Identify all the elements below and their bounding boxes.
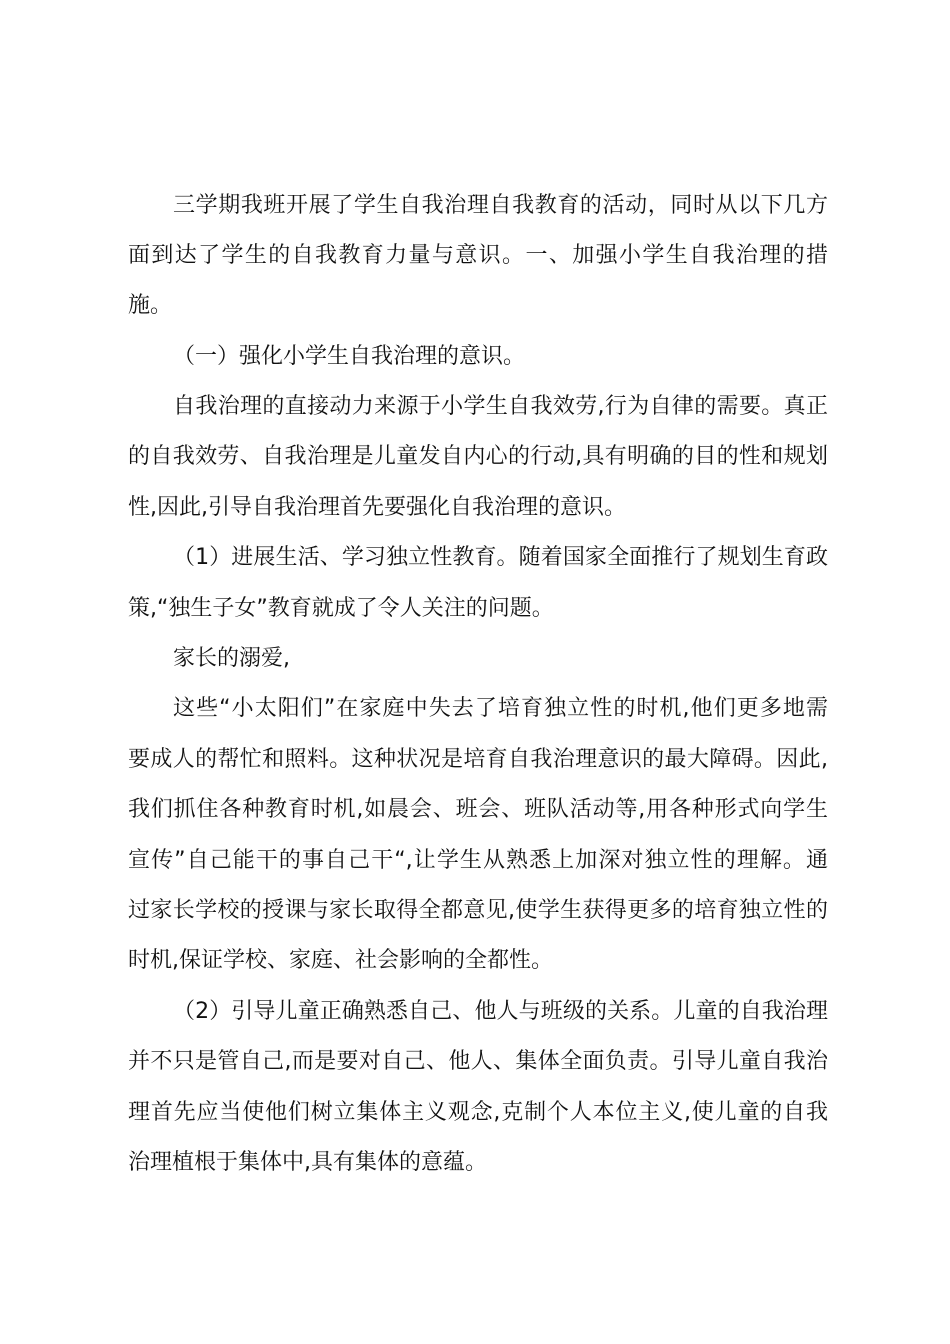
paragraph-5-line-6: 时机,保证学校、家庭、社会影响的全都性。 bbox=[128, 948, 553, 973]
paragraph-1-line-1: 三学期我班开展了学生自我治理自我教育的活动，同时从以下几方 bbox=[173, 193, 828, 218]
paragraph-2-line-1: 自我治理的直接动力来源于小学生自我效劳,行为自律的需要。真正 bbox=[173, 394, 828, 419]
paragraph-6-line-2: 并不只是管自己,而是要对自己、他人、集体全面负责。引导儿童自我治 bbox=[128, 1049, 828, 1074]
paragraph-1-line-2: 面到达了学生的自我教育力量与意识。一、加强小学生自我治理的措 bbox=[128, 243, 828, 268]
paragraph-3-line-1: （1）进展生活、学习独立性教育。随着国家全面推行了规划生育政 bbox=[173, 545, 828, 570]
paragraph-2-line-2: 的自我效劳、自我治理是儿童发自内心的行动,具有明确的目的性和规划 bbox=[128, 444, 828, 469]
paragraph-5-line-1: 这些“小太阳们”在家庭中失去了培育独立性的时机,他们更多地需 bbox=[173, 696, 828, 721]
paragraph-1-line-3: 施。 bbox=[128, 293, 173, 318]
paragraph-5-line-4: 宣传”自己能干的事自己干“,让学生从熟悉上加深对独立性的理解。通 bbox=[128, 848, 828, 873]
section-heading: （一）强化小学生自我治理的意识。 bbox=[173, 344, 526, 369]
paragraph-5-line-2: 要成人的帮忙和照料。这种状况是培育自我治理意识的最大障碍。因此, bbox=[128, 747, 828, 772]
paragraph-6-line-3: 理首先应当使他们树立集体主义观念,克制个人本位主义,使儿童的自我 bbox=[128, 1100, 828, 1125]
paragraph-6-line-4: 治理植根于集体中,具有集体的意蕴。 bbox=[128, 1150, 487, 1175]
paragraph-3-line-2: 策,“独生子女”教育就成了令人关注的问题。 bbox=[128, 596, 554, 621]
paragraph-2-line-3: 性,因此,引导自我治理首先要强化自我治理的意识。 bbox=[128, 495, 626, 520]
paragraph-5-line-3: 我们抓住各种教育时机,如晨会、班会、班队活动等,用各种形式向学生 bbox=[128, 797, 828, 822]
paragraph-4-line-1: 家长的溺爱, bbox=[173, 646, 290, 671]
paragraph-6-line-1: （2）引导儿童正确熟悉自己、他人与班级的关系。儿童的自我治理 bbox=[173, 999, 828, 1024]
paragraph-5-line-5: 过家长学校的授课与家长取得全都意见,使学生获得更多的培育独立性的 bbox=[128, 898, 828, 923]
